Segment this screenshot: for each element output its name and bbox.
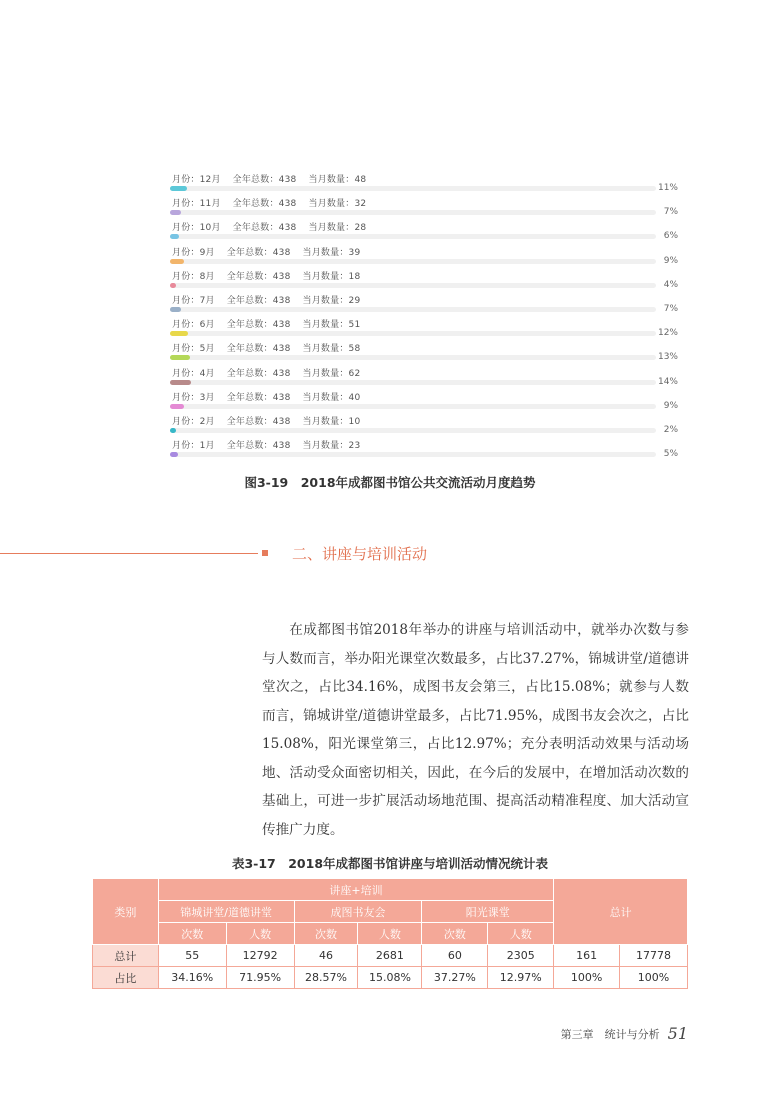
total-label: 全年总数：438 [226,320,291,331]
table-cell: 100% [620,967,688,989]
chart-row [168,341,688,365]
month-label: 月份：7月 [172,296,215,306]
count-label: 当月数量：29 [302,296,361,306]
table-cell: 46 [294,945,358,967]
row-label [172,438,372,451]
count-label: 当月数量：39 [302,247,361,258]
count-label: 当月数量：10 [302,417,361,427]
percent-label: 12% [657,328,678,339]
total-label: 全年总数：438 [232,199,297,210]
count-label: 当月数量：48 [308,175,367,185]
month-label: 月份：6月 [172,320,215,331]
chapter-label: 第三章 统计与分析 [560,1028,660,1041]
bar-fill [170,234,179,239]
table-cell: 17778 [620,945,688,967]
bar-fill [170,380,191,385]
chart-row [168,414,688,438]
col-header: 次数 [422,923,488,945]
total-header: 总计 [554,879,688,945]
month-label: 月份：1月 [172,441,215,452]
chart-row [168,245,688,269]
total-label: 全年总数：438 [232,175,297,185]
count-label: 当月数量：32 [308,199,367,210]
bar-track [170,307,656,312]
table-cell: 71.95% [226,967,294,989]
row-label: 总计 [93,945,159,967]
bar-track [170,234,656,239]
bar-fill [170,452,178,457]
chart-row [168,196,688,220]
chart-row [168,172,688,196]
bar-fill [170,186,187,191]
percent-label: 11% [657,183,678,193]
monthly-trend-chart [168,172,688,462]
group-header: 讲座+培训 [158,879,553,901]
col-header: 次数 [294,923,358,945]
row-label [172,196,378,209]
row-label [172,245,372,258]
chart-row [168,366,688,390]
total-label: 全年总数：438 [226,368,291,379]
bar-fill [170,355,190,360]
bar-track [170,452,656,457]
bar-track [170,283,656,288]
section-rule [0,553,258,554]
bar-track [170,331,656,336]
table-cell: 15.08% [358,967,422,989]
col-header: 人数 [488,923,554,945]
row-label [172,269,372,282]
sub-header: 阳光课堂 [422,901,554,923]
row-label [172,220,378,233]
col-header: 次数 [158,923,226,945]
table-cell: 12.97% [488,967,554,989]
bar-track [170,210,656,215]
table-caption: 表3-17 2018年成都图书馆讲座与培训活动情况统计表 [231,856,549,871]
bar-fill [170,210,181,215]
bar-track [170,355,656,360]
chart-row [168,293,688,317]
total-label: 全年总数：438 [226,344,291,355]
row-label [172,390,372,403]
percent-label: 2% [663,425,678,435]
chart-row [168,438,688,462]
row-label [172,172,378,185]
page-footer [561,1024,688,1043]
month-label: 月份：9月 [172,247,215,258]
total-label: 全年总数：438 [226,441,291,452]
bar-fill [170,307,181,312]
percent-label: 13% [657,352,678,363]
count-label: 当月数量：58 [302,344,361,355]
row-label [172,341,372,354]
total-label: 全年总数：438 [226,417,291,427]
row-label [172,317,372,330]
month-label: 月份：2月 [172,417,215,427]
chart-row [168,269,688,293]
table-cell: 12792 [226,945,294,967]
percent-label: 9% [663,255,678,266]
bar-track [170,380,656,385]
table-cell: 28.57% [294,967,358,989]
col-header: 人数 [226,923,294,945]
table-row [93,967,688,989]
body-paragraph: 在成都图书馆2018年举办的讲座与培训活动中，就举办次数与参与人数而言，举办阳光课堂次数最多，占比37.27%，锦城讲堂/道德讲堂次之，占比34.16%，成图书友会第三，占比15.08%；就参与人数而言，锦城讲堂/道德讲堂最多，占比71.95%，成图书友会次之，占比15.08%，阳光课堂第三，占比12.97%；充分表明活动效果与活动场地、活动受众面密切相关，因此，在今后的发展中，在增加活动次数的基础上，可进一步扩展活动场地范围、提高活动精准程度、加大活动宣传推广力度。 [262,622,689,838]
month-label: 月份：3月 [172,392,215,403]
chart-row [168,390,688,414]
statistics-table [92,878,688,989]
sub-header: 锦城讲堂/道德讲堂 [158,901,294,923]
bar-fill [170,283,176,288]
percent-label: 7% [663,207,678,218]
bar-track [170,186,656,191]
percent-label: 5% [663,449,678,460]
row-label [172,366,372,379]
total-label: 全年总数：438 [232,223,297,234]
table-cell: 34.16% [158,967,226,989]
percent-label: 7% [663,304,678,314]
bar-track [170,259,656,264]
month-label: 月份：12月 [172,175,221,185]
section-marker [262,550,268,556]
count-label: 当月数量：28 [308,223,367,234]
bar-fill [170,428,176,433]
percent-label: 14% [657,376,678,387]
month-label: 月份：4月 [172,368,215,379]
table-row [93,945,688,967]
month-label: 月份：11月 [172,199,221,210]
percent-label: 6% [663,231,678,242]
total-label: 全年总数：438 [226,271,291,282]
bar-fill [170,331,188,336]
count-label: 当月数量：18 [302,271,361,282]
count-label: 当月数量：62 [302,368,361,379]
percent-label: 9% [663,400,678,411]
table-cell: 100% [554,967,620,989]
table-cell: 55 [158,945,226,967]
type-header: 类别 [93,879,159,945]
bar-track [170,404,656,409]
table-cell: 161 [554,945,620,967]
page-number: 51 [667,1024,688,1043]
month-label: 月份：5月 [172,344,215,355]
count-label: 当月数量：40 [302,392,361,403]
table-cell: 2681 [358,945,422,967]
total-label: 全年总数：438 [226,392,291,403]
count-label: 当月数量：23 [302,441,361,452]
figure-caption: 图3-19 2018年成都图书馆公共交流活动月度趋势 [244,475,536,490]
bar-track [170,428,656,433]
bar-fill [170,404,184,409]
month-label: 月份：8月 [172,271,215,282]
row-label [172,414,372,427]
chart-row [168,317,688,341]
row-label [172,293,372,306]
count-label: 当月数量：51 [302,320,361,331]
bar-fill [170,259,184,264]
table-cell: 60 [422,945,488,967]
row-label: 占比 [93,967,159,989]
total-label: 全年总数：438 [226,247,291,258]
month-label: 月份：10月 [172,223,221,234]
section-title: 二、讲座与培训活动 [292,545,428,563]
percent-label: 4% [663,279,678,290]
sub-header: 成图书友会 [294,901,422,923]
total-label: 全年总数：438 [226,296,291,306]
col-header: 人数 [358,923,422,945]
table-cell: 2305 [488,945,554,967]
table-cell: 37.27% [422,967,488,989]
chart-row [168,220,688,244]
